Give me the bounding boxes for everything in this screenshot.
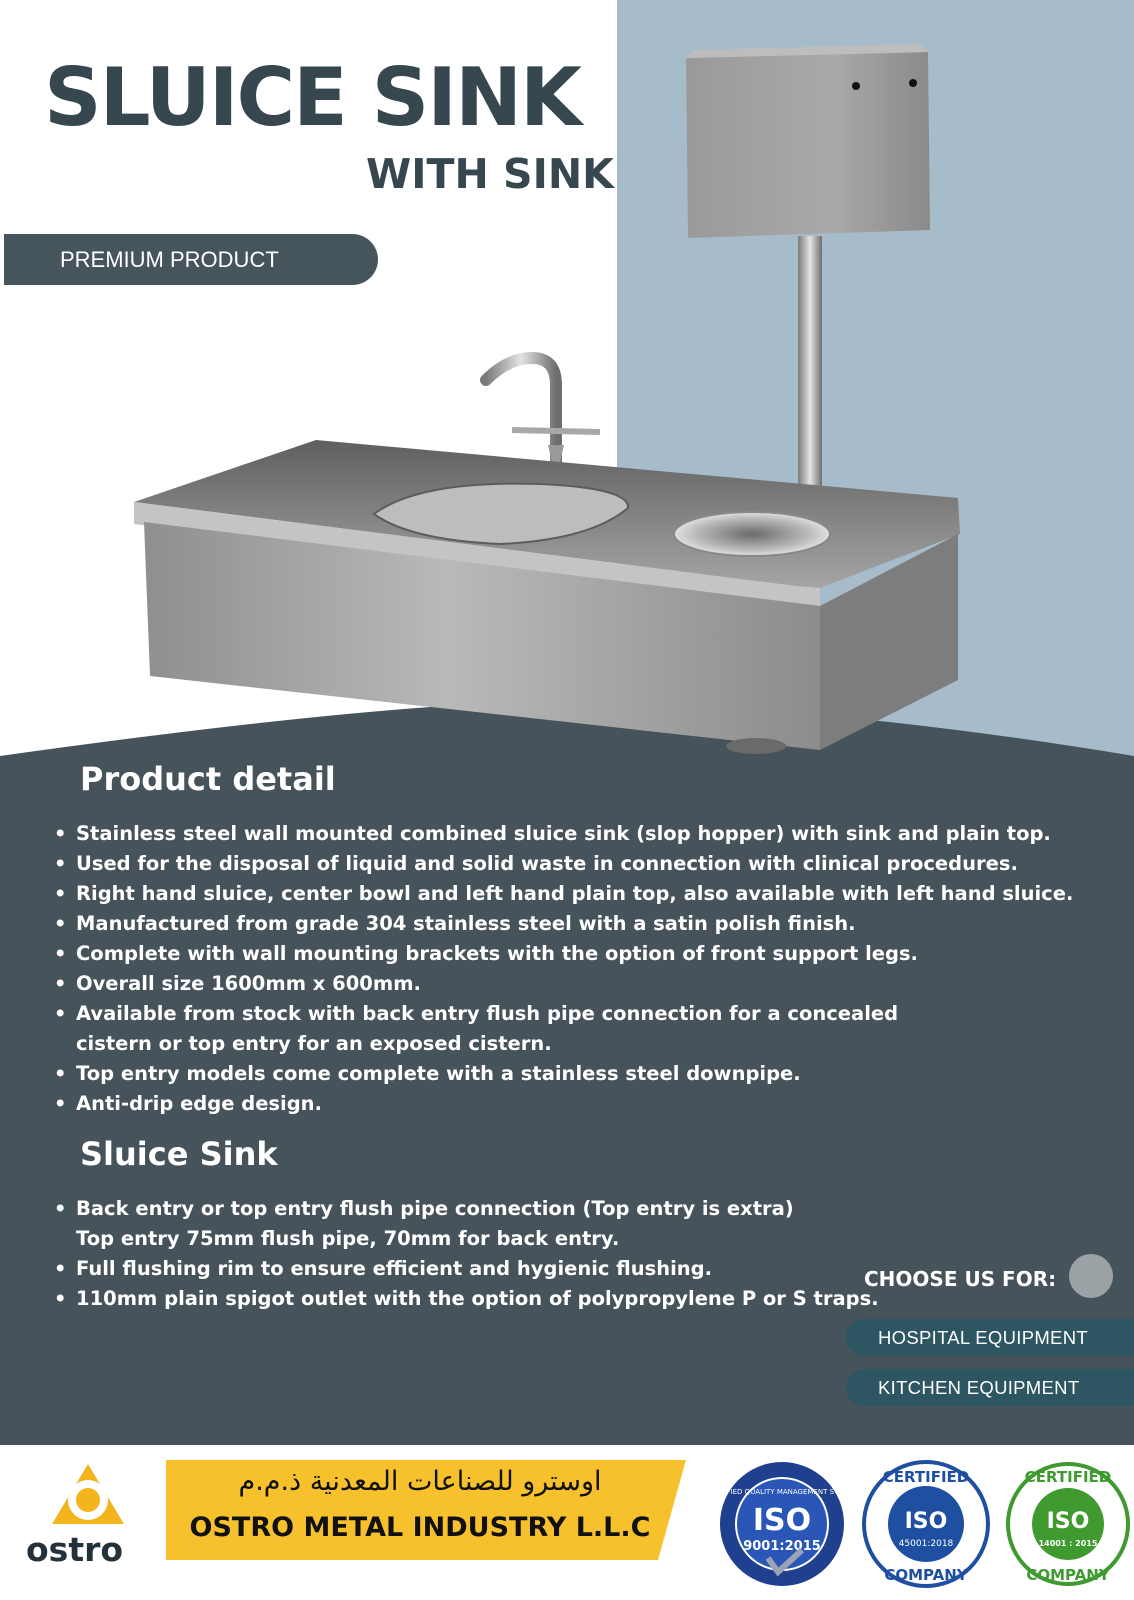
svg-text:ISO: ISO (752, 1503, 812, 1538)
list-item: • Complete with wall mounting brackets with the option of front support legs. (54, 939, 1073, 969)
ostro-logo-text: ostro (26, 1530, 124, 1569)
list-item: • 110mm plain spigot outlet with the option of polypropylene P or S traps. (54, 1284, 879, 1314)
list-item (54, 999, 1073, 1059)
list-item: • Right hand sluice, center bowl and left hand plain top, also available with left hand sluice. (54, 879, 1073, 909)
svg-text:COMPANY: COMPANY (884, 1566, 968, 1584)
sluice-sink-heading: Sluice Sink (80, 1135, 278, 1173)
ostro-logo-icon (48, 1460, 128, 1528)
list-item: • Anti-drip edge design. (54, 1089, 1073, 1119)
svg-text:14001 : 2015: 14001 : 2015 (1038, 1539, 1098, 1548)
tag-hospital-equipment: HOSPITAL EQUIPMENT (846, 1319, 1134, 1356)
list-item: • Used for the disposal of liquid and solid waste in connection with clinical procedures. (54, 849, 1073, 879)
svg-text:CERTIFIED: CERTIFIED (882, 1468, 970, 1486)
list-item (54, 1194, 879, 1254)
svg-text:ISO: ISO (904, 1509, 948, 1534)
list-item-line: Top entry 75mm flush pipe, 70mm for back entry. (76, 1227, 620, 1250)
page-subtitle: WITH SINK (366, 150, 614, 198)
choose-us-label: CHOOSE US FOR: (864, 1267, 1057, 1291)
svg-text:CERTIFIED: CERTIFIED (1024, 1468, 1112, 1486)
premium-product-badge: PREMIUM PRODUCT (4, 234, 378, 285)
list-item: • Manufactured from grade 304 stainless steel with a satin polish finish. (54, 909, 1073, 939)
company-name-english: OSTRO METAL INDUSTRY L.L.C (189, 1512, 651, 1543)
list-item-line: cistern or top entry for an exposed cistern. (76, 1032, 552, 1055)
list-item-line: Available from stock with back entry flush pipe connection for a concealed (76, 1002, 899, 1025)
iso-14001-seal-icon (1004, 1458, 1132, 1590)
tag-kitchen-equipment: KITCHEN EQUIPMENT (846, 1369, 1134, 1406)
product-detail-heading: Product detail (80, 760, 336, 798)
svg-text:COMPANY: COMPANY (1026, 1566, 1110, 1584)
list-item: • Overall size 1600mm x 600mm. (54, 969, 1073, 999)
svg-text:ISO: ISO (1046, 1509, 1090, 1534)
svg-text:9001:2015: 9001:2015 (743, 1539, 821, 1554)
company-name-arabic: اوسترو للصناعات المعدنية ذ.م.م (238, 1466, 602, 1497)
list-item: • Full flushing rim to ensure efficient and hygienic flushing. (54, 1254, 879, 1284)
svg-text:45001:2018: 45001:2018 (898, 1539, 954, 1549)
page-title: SLUICE SINK (44, 51, 581, 144)
sluice-sink-list (54, 1194, 879, 1314)
svg-text:CERTIFIED QUALITY MANAGEMENT S: CERTIFIED QUALITY MANAGEMENT SYSTEM (706, 1488, 858, 1496)
product-detail-list (54, 819, 1073, 1119)
sluice-sink-product-image (120, 40, 1000, 780)
list-item-line: Back entry or top entry flush pipe connection (Top entry is extra) (76, 1197, 794, 1220)
list-item: • Stainless steel wall mounted combined sluice sink (slop hopper) with sink and plain top. (54, 819, 1073, 849)
iso-9001-seal-icon (706, 1458, 858, 1590)
list-item: • Top entry models come complete with a stainless steel downpipe. (54, 1059, 1073, 1089)
iso-45001-seal-icon (860, 1458, 992, 1590)
circle-decoration (1069, 1254, 1113, 1298)
